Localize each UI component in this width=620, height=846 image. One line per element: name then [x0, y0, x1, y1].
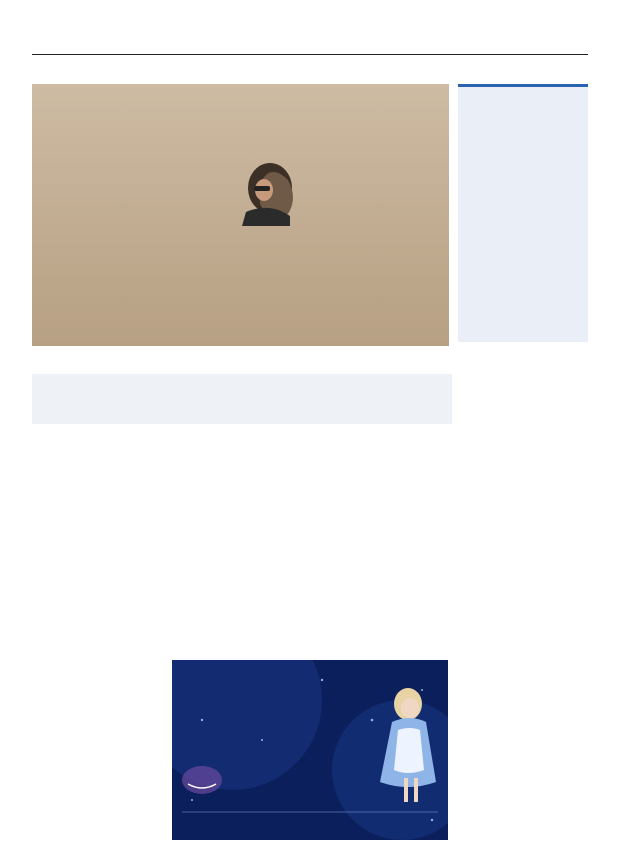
photo-chairs — [32, 84, 449, 346]
sidebar-top-rule — [458, 84, 588, 87]
header-date-line — [472, 37, 476, 44]
deck-box — [32, 374, 452, 424]
cat-figure — [182, 766, 222, 794]
sidebar-box — [458, 84, 588, 342]
advert-alicia[interactable] — [172, 660, 448, 840]
header-rule — [32, 54, 588, 55]
page-header-section — [32, 36, 42, 53]
